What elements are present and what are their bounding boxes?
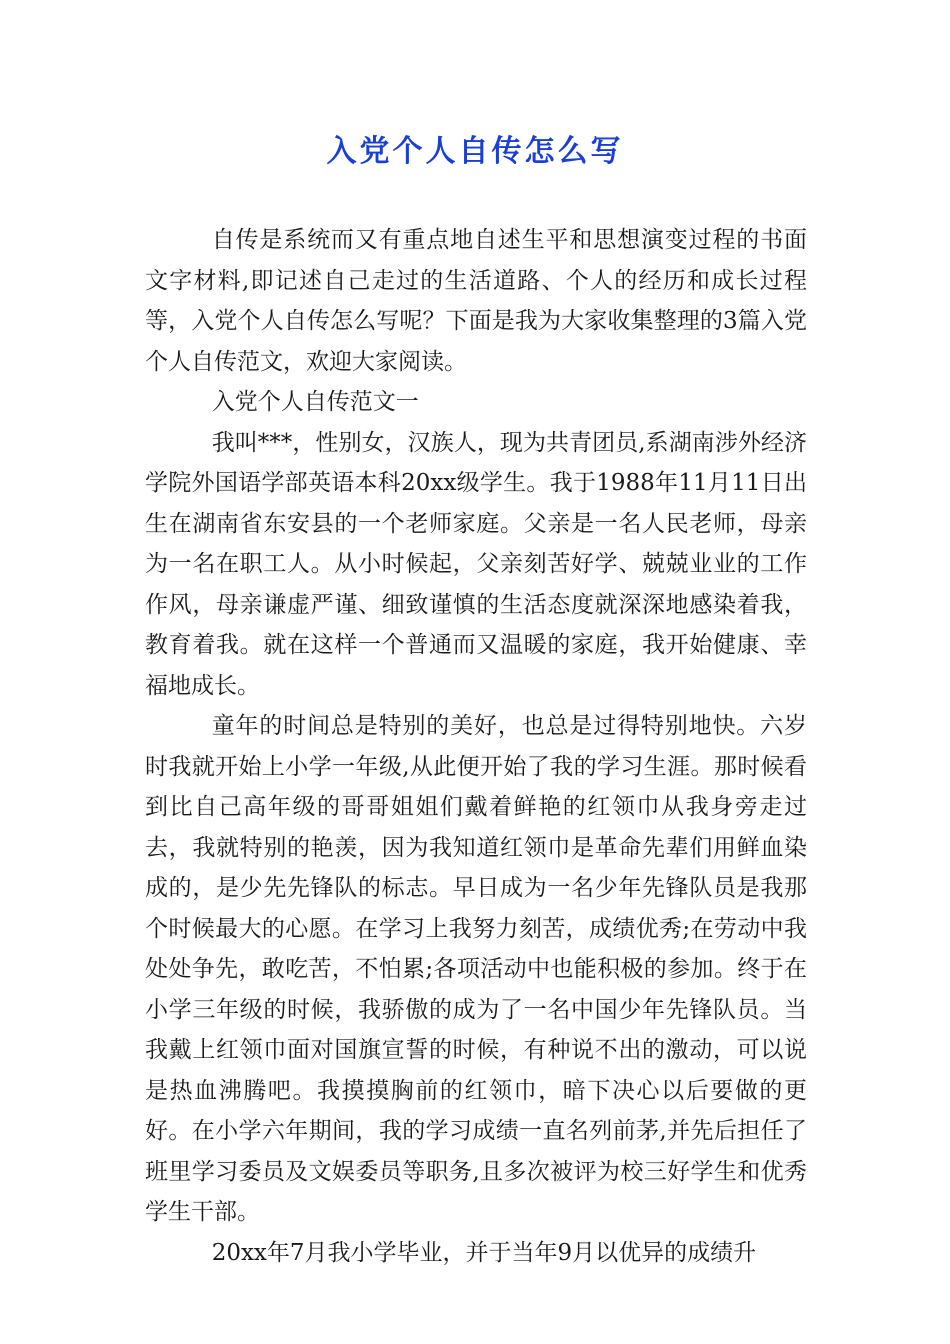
paragraph-section-heading: 入党个人自传范文一 bbox=[211, 389, 419, 415]
document-body bbox=[145, 220, 807, 1273]
paragraph-self-introduction: 我叫***，性别女，汉族人，现为共青团员,系湖南涉外经济学院外国语学部英语本科20xx级学生。我于1988年11月11日出生在湖南省东安县的一个老师家庭。父亲是一名人民老师，母亲为一名在职工人。从小时候起，父亲刻苦好学、兢兢业业的工作作风，母亲谦虚严谨、细致谨慎的生活态度就深深地感染着我，教育着我。就在这样一个普通而又温暖的家庭，我开始健康、幸福地成长。 bbox=[145, 429, 807, 699]
document-title: 入党个人自传怎么写 bbox=[326, 134, 624, 169]
paragraph-graduation: 20xx年7月我小学毕业，并于当年9月以优异的成绩升 bbox=[211, 1239, 757, 1266]
paragraph-intro: 自传是系统而又有重点地自述生平和思想演变过程的书面文字材料,即记述自己走过的生活道路、个人的经历和成长过程等，入党个人自传怎么写呢？下面是我为大家收集整理的3篇入党个人自传范文，欢迎大家阅读。 bbox=[145, 227, 807, 375]
paragraph-childhood: 童年的时间总是特别的美好，也总是过得特别地快。六岁时我就开始上小学一年级,从此便开始了我的学习生涯。那时候看到比自己高年级的哥哥姐姐们戴着鲜艳的红领巾从我身旁走过去，我就特别的艳羡，因为我知道红领巾是革命先辈们用鲜血染成的，是少先先锋队的标志。早日成为一名少年先锋队员是我那个时候最大的心愿。在学习上我努力刻苦，成绩优秀;在劳动中我处处争先，敢吃苦，不怕累;各项活动中也能积极的参加。终于在小学三年级的时候，我骄傲的成为了一名中国少年先锋队员。当我戴上红领巾面对国旗宣誓的时候，有种说不出的激动，可以说是热血沸腾吧。我摸摸胸前的红领巾，暗下决心以后要做的更好。在小学六年期间，我的学习成绩一直名列前茅,并先后担任了班里学习委员及文娱委员等职务,且多次被评为校三好学生和优秀学生干部。 bbox=[145, 713, 807, 1225]
